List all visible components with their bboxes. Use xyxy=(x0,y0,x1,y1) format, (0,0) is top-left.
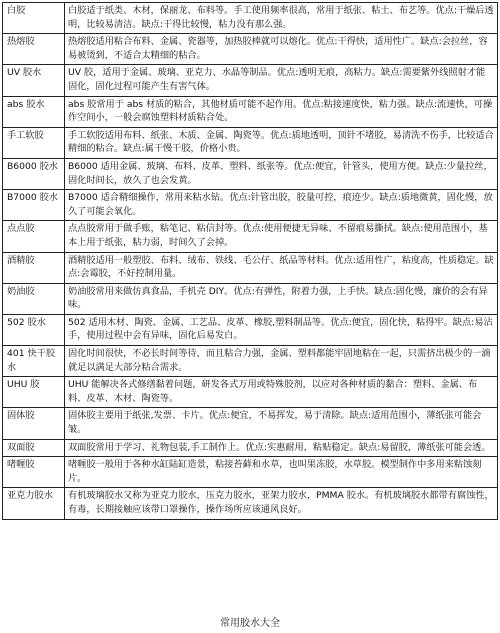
glue-name-cell: 啫喱胶 xyxy=(3,457,65,488)
table-row xyxy=(3,457,498,488)
glue-name-cell: 热熔胶 xyxy=(3,34,65,65)
glue-table-body xyxy=(3,3,498,520)
glue-description-cell: 热熔胶适用粘合布料、金属、瓷器等，加热胶棒就可以熔化。优点:干得快，适用性广。缺点:会拉丝，容易被烫到，不适合太精细的粘合。 xyxy=(65,34,498,65)
glue-name-cell: 点点胶 xyxy=(3,221,65,252)
glue-name-cell: 酒精胶 xyxy=(3,252,65,283)
glue-description-cell: 有机玻璃胶水又称为亚克力胶水，压克力胶水，亚架力胶水，PMMA 胶水。有机玻璃胶水都带有腐蚀性，有毒，长期接触应该带口罩操作，操作场所应该通风良好。 xyxy=(65,488,498,519)
table-row xyxy=(3,127,498,158)
glue-name-cell: UV 胶水 xyxy=(3,65,65,96)
glue-description-cell: 502 适用木材、陶瓷、金属、工艺品、皮革、橡胶,塑料制品等。优点:便宜，固化快，粘得牢。缺点:易沾手，使用过程中会有异味，固化后易发白。 xyxy=(65,314,498,345)
glue-description-cell: 点点胶常用于做手账，粘笔记、粘信封等。优点:使用便捷无异味、不留痕易撕拭。缺点:使用范围小，基本上用于纸张，粘力弱，时间久了会掉。 xyxy=(65,221,498,252)
glue-description-cell: 白胶适于纸类、木材，保丽龙、布料等。手工使用频率很高，常用于纸张、粘土、布艺等。优点:干燥后透明，比较易清洁。缺点:干得比较慢，粘力没有那么强。 xyxy=(65,3,498,34)
table-row xyxy=(3,439,498,457)
glue-table xyxy=(2,2,498,520)
table-row xyxy=(3,377,498,408)
table-row xyxy=(3,65,498,96)
glue-description-cell: abs 胶常用于 abs 材质的粘合，其他材质可能不起作用。优点:粘接速度快，粘力强。缺点:流速快，可操作空间小，一般会腐蚀塑料材质粘合处。 xyxy=(65,96,498,127)
glue-description-cell: UHU 能解决各式修缮黏着问题，研发各式万用或特殊胶剂，以应对各种材质的黏合：塑料、金属、布料、皮革、木材、陶瓷等。 xyxy=(65,377,498,408)
glue-description-cell: UV 胶，适用于金属、玻璃、亚克力、水晶等制品。优点:透明无痕，高粘力。缺点:需要紫外线照射才能固化，固化过程可能产生有害气体。 xyxy=(65,65,498,96)
glue-name-cell: 奶油胶 xyxy=(3,283,65,314)
table-row xyxy=(3,314,498,345)
glue-name-cell: abs 胶水 xyxy=(3,96,65,127)
table-row xyxy=(3,346,498,377)
glue-name-cell: UHU 胶 xyxy=(3,377,65,408)
glue-name-cell: 亚克力胶水 xyxy=(3,488,65,519)
table-row xyxy=(3,3,498,34)
glue-name-cell: 双面胶 xyxy=(3,439,65,457)
glue-description-cell: 固体胶主要用于纸张,发票、卡片。优点:便宜，不易挥发，易于清除。缺点:适用范围小，薄纸张可能会皱。 xyxy=(65,408,498,439)
glue-description-cell: 酒精胶适用一般塑胶、布料、绒布、铁线、毛公仔、纸品等材料。优点:适用性广，粘度高，性质稳定。缺点:会霉胶，不好控制用量。 xyxy=(65,252,498,283)
glue-description-cell: 双面胶常用于学习、礼物包装,手工制作上。优点:实惠耐用，粘贴稳定。缺点:易留胶，薄纸张可能会透。 xyxy=(65,439,498,457)
glue-description-cell: 啫喱胶一般用于各种水缸陆缸造景，粘接苔藓和水草，也叫果冻胶，水草胶。模型制作中多用来粘蚀刻片。 xyxy=(65,457,498,488)
glue-name-cell: B7000 胶水 xyxy=(3,190,65,221)
glue-description-cell: B7000 适合精细操作，常用来粘水钻。优点:针管出胶，胶量可控，痕迹少。缺点:质地微黄，固化慢，放久了可能会氧化。 xyxy=(65,190,498,221)
glue-name-cell: 固体胶 xyxy=(3,408,65,439)
table-row xyxy=(3,488,498,519)
glue-name-cell: 502 胶水 xyxy=(3,314,65,345)
table-row xyxy=(3,408,498,439)
glue-name-cell: B6000 胶水 xyxy=(3,158,65,189)
glue-description-cell: 固化时间很快，不必长时间等待，而且粘合力强，金属、塑料都能牢固地粘在一起，只需挤出极少的一滴就足以满足大部分粘合需求。 xyxy=(65,346,498,377)
glue-name-cell: 401 快干胶水 xyxy=(3,346,65,377)
table-row xyxy=(3,190,498,221)
table-caption: 常用胶水大全 xyxy=(220,618,280,629)
table-row xyxy=(3,221,498,252)
table-row xyxy=(3,283,498,314)
glue-description-cell: 手工软胶适用布料、纸张、木质、金属、陶瓷等。优点:质地透明，顶针不堵胶，易清洗不伤手，比较适合精细的粘合。缺点:属干慢干胶，价格小贵。 xyxy=(65,127,498,158)
glue-name-cell: 白胶 xyxy=(3,3,65,34)
glue-description-cell: 奶油胶常用来做仿真食品，手机壳 DIY。优点:有弹性，附着力强，上手快。缺点:固化慢，廉价的会有异味。 xyxy=(65,283,498,314)
table-row xyxy=(3,96,498,127)
table-row xyxy=(3,158,498,189)
table-row xyxy=(3,252,498,283)
glue-description-cell: B6000 适用金属、玻璃、布料、皮革、塑料、纸张等。优点:便宜，针管头，使用方便。缺点:少量拉丝，固化时间长，放久了也会发黄。 xyxy=(65,158,498,189)
glue-name-cell: 手工软胶 xyxy=(3,127,65,158)
table-row xyxy=(3,34,498,65)
